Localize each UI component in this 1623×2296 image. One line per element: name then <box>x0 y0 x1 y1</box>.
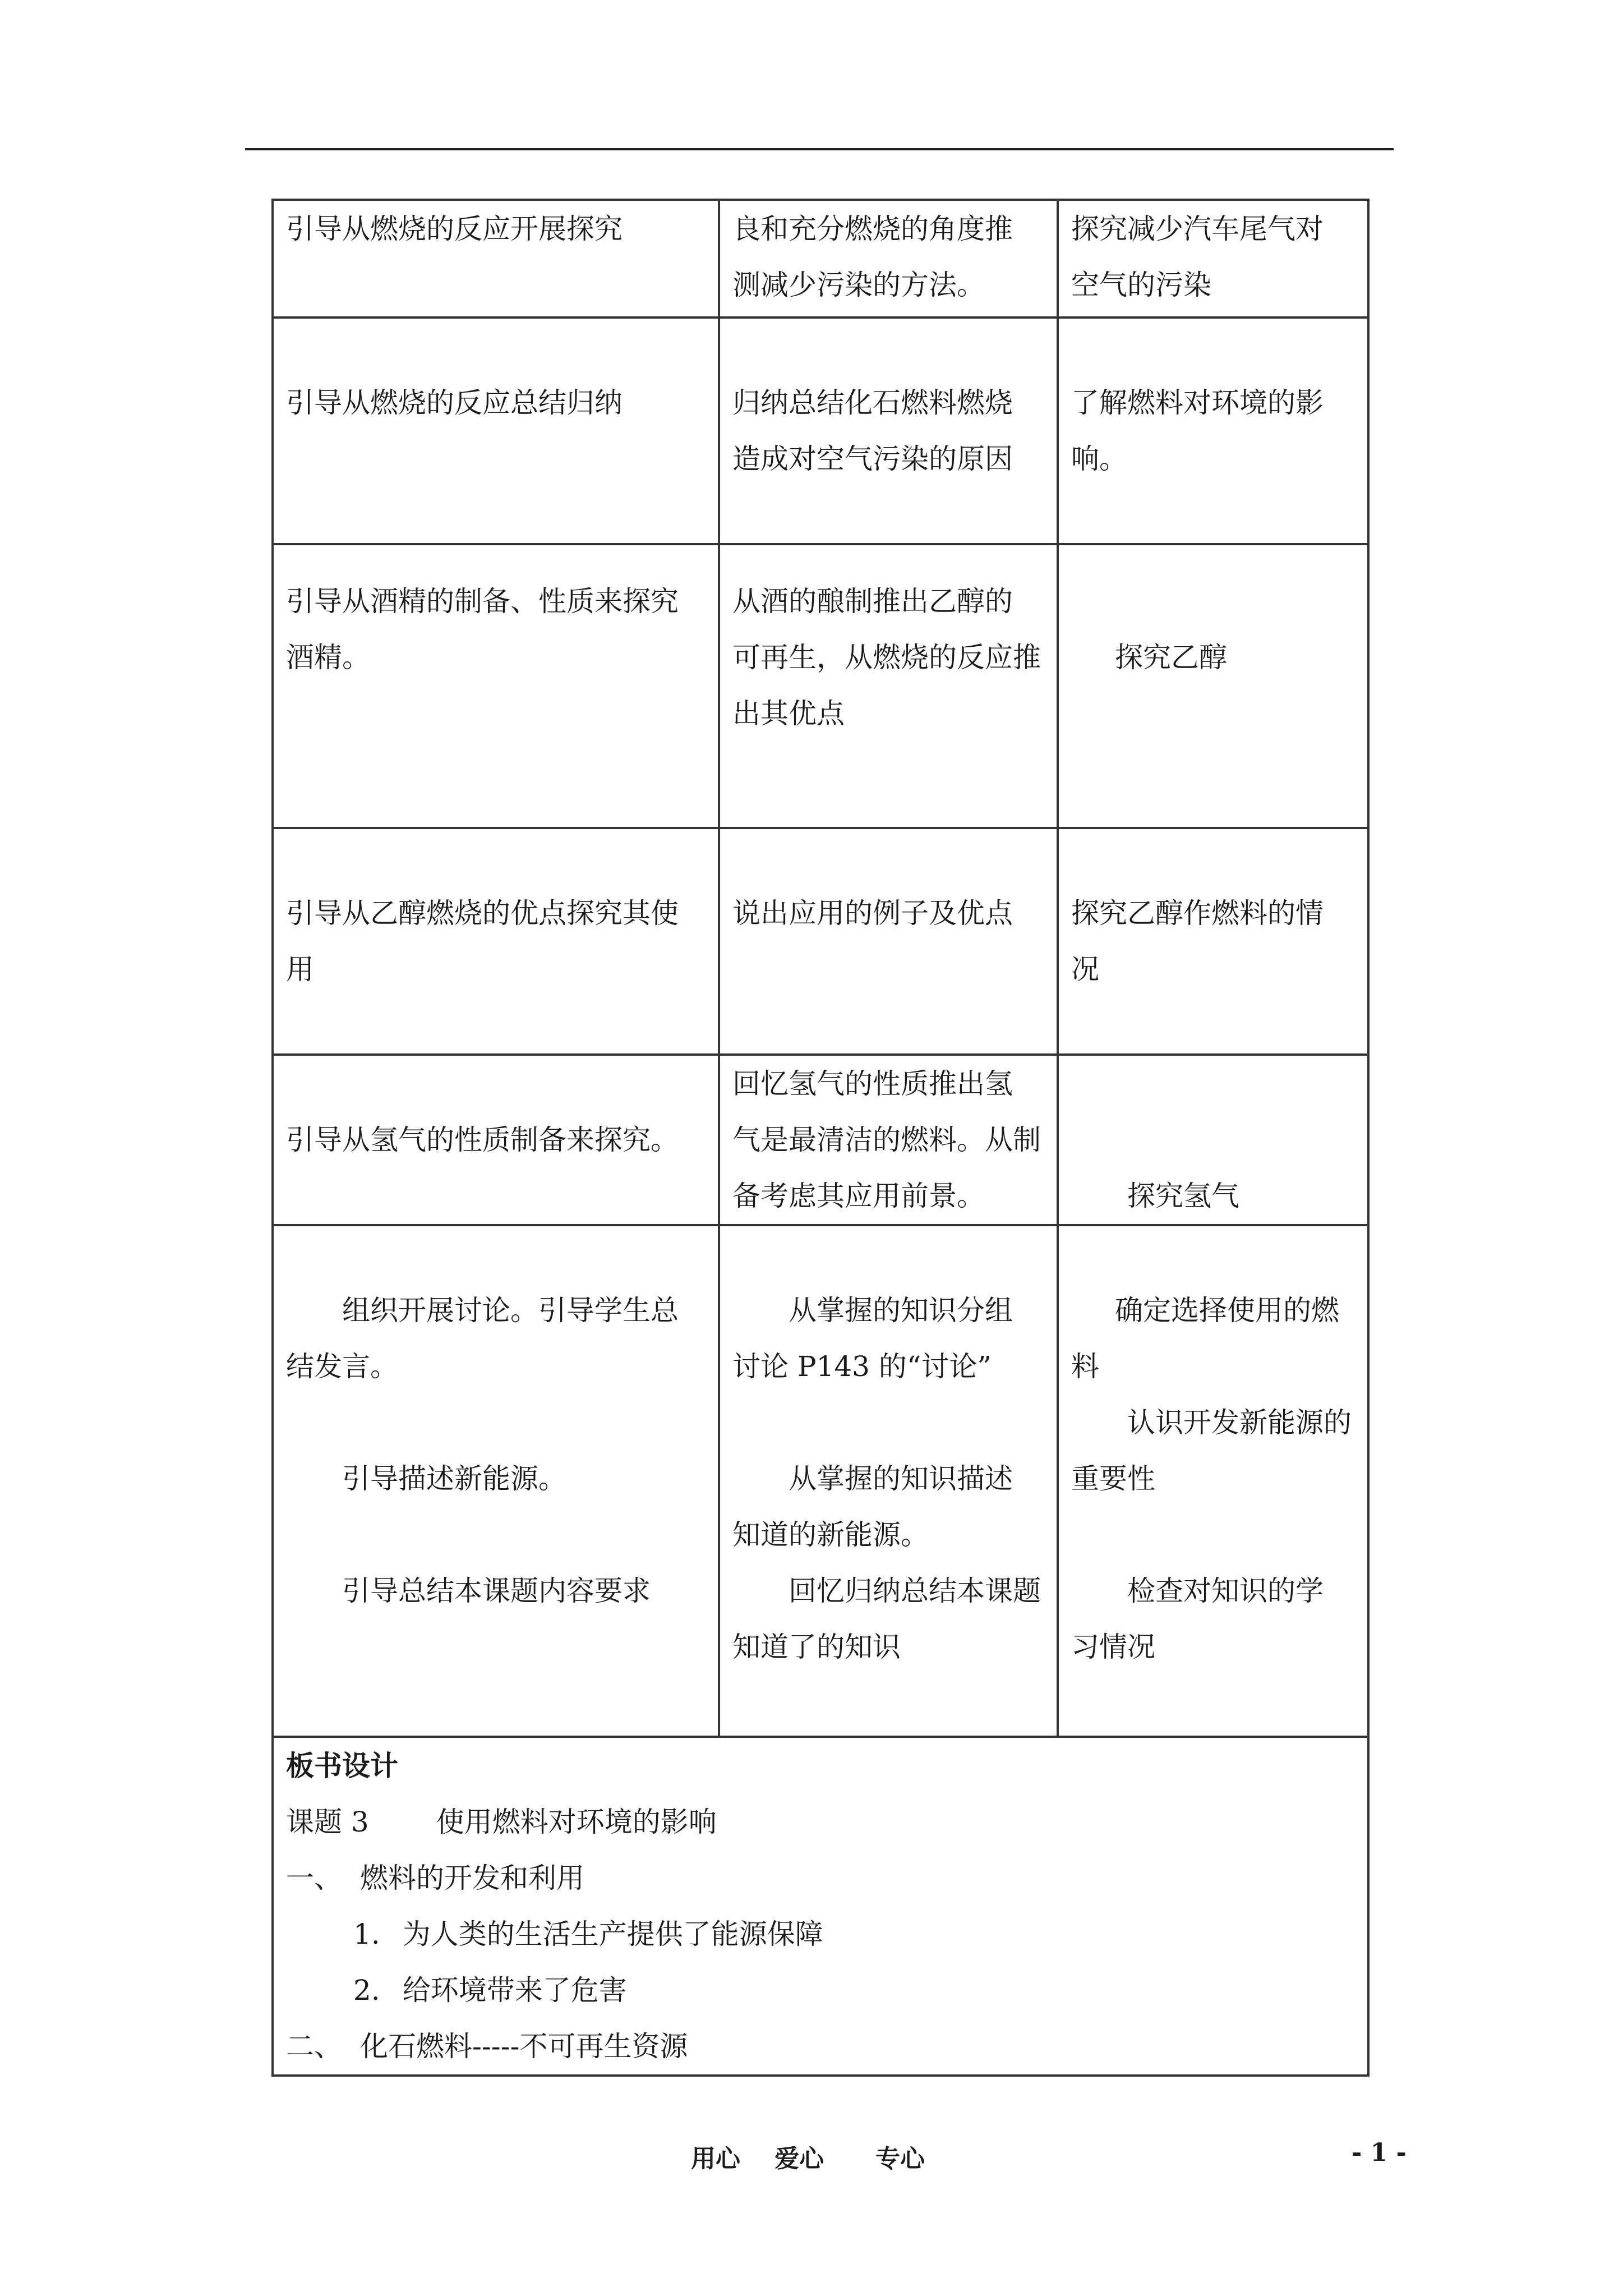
cell-text: 回忆归纳总结本课题 <box>789 1575 1041 1607</box>
cell-text: 引导总结本课题内容要求 <box>342 1575 651 1607</box>
cell-text: 引导从乙醇燃烧的优点探究其使 <box>286 897 679 930</box>
header-rule <box>245 148 1394 150</box>
cell-text: 探究乙醇作燃料的情 <box>1071 897 1324 930</box>
board-design-cell <box>273 1737 1368 2076</box>
cell-text: 备考虑其应用前景。 <box>732 1180 985 1212</box>
design-intent-cell <box>1058 200 1368 318</box>
cell-text: 测减少污染的方法。 <box>732 269 985 301</box>
teacher-activity-cell <box>273 200 719 318</box>
cell-text: 从掌握的知识描述 <box>789 1462 1013 1495</box>
topic-label: 课题 3 <box>286 1806 369 1838</box>
table-row <box>273 318 1368 544</box>
topic-title: 使用燃料对环境的影响 <box>436 1806 717 1838</box>
cell-text: 重要性 <box>1071 1462 1155 1495</box>
cell-text: 认识开发新能源的 <box>1127 1406 1352 1439</box>
design-intent-cell <box>1058 1055 1368 1225</box>
item-number: 2. <box>353 1974 380 2007</box>
cell-text: 空气的污染 <box>1071 269 1211 301</box>
section-number: 一、 <box>286 1862 342 1894</box>
cell-text: 出其优点 <box>732 697 845 730</box>
cell-text: 知道的新能源。 <box>732 1519 929 1551</box>
cell-text: 酒精。 <box>286 641 370 674</box>
teacher-activity-cell <box>273 318 719 544</box>
table-row <box>273 1055 1368 1225</box>
student-activity-cell <box>719 828 1058 1055</box>
teacher-activity-cell <box>273 828 719 1055</box>
cell-text: 况 <box>1071 953 1099 986</box>
student-activity-cell <box>719 318 1058 544</box>
cell-text: 结发言。 <box>286 1350 398 1383</box>
cell-text: 归纳总结化石燃料燃烧 <box>732 386 1013 419</box>
cell-text: 探究减少汽车尾气对 <box>1071 213 1324 245</box>
cell-text: 可再生，从燃烧的反应推 <box>732 641 1041 674</box>
footer-motto: 用心 爱心 专心 <box>691 2145 925 2173</box>
section-title: 化石燃料-----不可再生资源 <box>360 2030 688 2063</box>
teacher-activity-cell <box>273 544 719 828</box>
cell-text: 料 <box>1071 1350 1099 1383</box>
cell-text: 讨论 P143 的“讨论” <box>732 1350 992 1383</box>
cell-text: 了解燃料对环境的影 <box>1071 386 1324 419</box>
board-item <box>286 1906 1355 1962</box>
table-row <box>273 200 1368 318</box>
cell-text: 组织开展讨论。引导学生总 <box>342 1294 679 1327</box>
cell-text: 知道了的知识 <box>732 1631 901 1663</box>
cell-text: 引导从酒精的制备、性质来探究 <box>286 585 679 618</box>
item-text: 为人类的生活生产提供了能源保障 <box>402 1918 823 1950</box>
cell-text: 引导描述新能源。 <box>342 1462 566 1495</box>
page-number: - 1 - <box>1352 2138 1407 2167</box>
cell-text: 气是最清洁的燃料。从制 <box>732 1124 1041 1156</box>
design-intent-cell <box>1058 544 1368 828</box>
board-heading: 板书设计 <box>286 1749 398 1782</box>
teacher-activity-cell <box>273 1055 719 1225</box>
cell-text: 引导从燃烧的反应开展探究 <box>286 213 623 245</box>
student-activity-cell <box>719 200 1058 318</box>
student-activity-cell <box>719 1225 1058 1737</box>
cell-text: 良和充分燃烧的角度推 <box>732 213 1013 245</box>
cell-text: 习情况 <box>1071 1631 1155 1663</box>
student-activity-cell <box>719 1055 1058 1225</box>
table-row <box>273 828 1368 1055</box>
cell-text: 引导从燃烧的反应总结归纳 <box>286 386 623 419</box>
cell-text: 探究氢气 <box>1127 1180 1239 1212</box>
cell-text: 引导从氢气的性质制备来探究。 <box>286 1124 679 1156</box>
cell-text: 响。 <box>1071 443 1127 475</box>
board-section-1 <box>286 1850 1355 1906</box>
design-intent-cell <box>1058 828 1368 1055</box>
cell-text: 检查对知识的学 <box>1127 1575 1324 1607</box>
design-intent-cell <box>1058 318 1368 544</box>
teacher-activity-cell <box>273 1225 719 1737</box>
design-intent-cell <box>1058 1225 1368 1737</box>
lesson-table <box>271 199 1370 2077</box>
cell-text: 说出应用的例子及优点 <box>732 897 1013 930</box>
cell-text: 从掌握的知识分组 <box>789 1294 1013 1327</box>
cell-text: 用 <box>286 953 314 986</box>
table-row <box>273 1225 1368 1737</box>
item-number: 1. <box>353 1918 380 1950</box>
cell-text: 从酒的酿制推出乙醇的 <box>732 585 1013 618</box>
section-title: 燃料的开发和利用 <box>360 1862 584 1894</box>
cell-text: 造成对空气污染的原因 <box>732 443 1013 475</box>
board-item <box>286 1962 1355 2018</box>
student-activity-cell <box>719 544 1058 828</box>
cell-text: 回忆氢气的性质推出氢 <box>732 1068 1013 1100</box>
section-number: 二、 <box>286 2030 342 2063</box>
cell-text: 探究乙醇 <box>1115 641 1227 674</box>
board-design-row <box>273 1737 1368 2076</box>
board-section-2 <box>286 2018 1355 2074</box>
item-text: 给环境带来了危害 <box>402 1974 627 2007</box>
cell-text: 确定选择使用的燃 <box>1115 1294 1339 1327</box>
table-row <box>273 544 1368 828</box>
board-topic <box>286 1794 1355 1850</box>
